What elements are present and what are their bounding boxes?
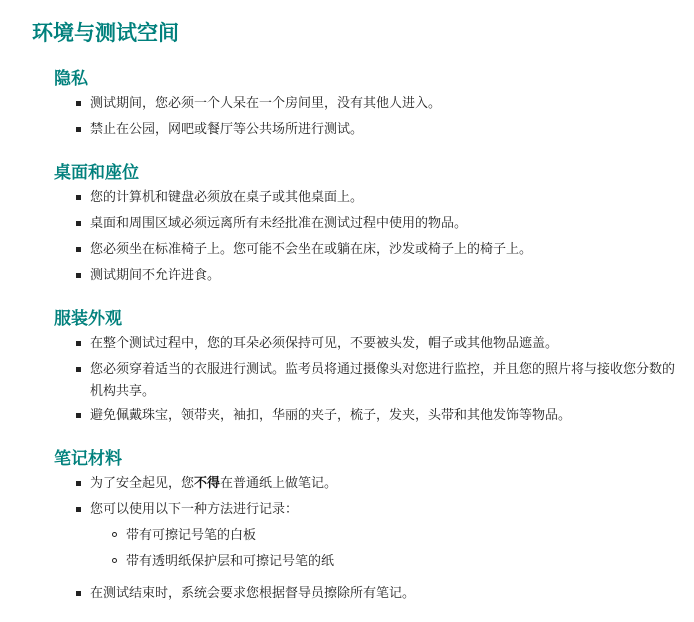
sub-list-item: 带有可擦记号笔的白板 xyxy=(126,525,256,547)
list-item-text: 为了安全起见，您 xyxy=(90,476,195,491)
list-item: 桌面和周围区域必须远离所有未经批准在测试过程中使用的物品。 xyxy=(90,213,467,235)
section-heading-note-materials: 笔记材料 xyxy=(54,449,122,469)
list-item-text: 在普通纸上做笔记。 xyxy=(220,476,338,491)
section-heading-privacy: 隐私 xyxy=(54,69,88,89)
list-item: 您必须坐在标准椅子上。您可能不会坐在或躺在床，沙发或椅子上的椅子上。 xyxy=(90,239,532,261)
list-item: 您必须穿着适当的衣服进行测试。监考员将通过摄像头对您进行监控，并且您的照片将与接收您分数的机构共享。 xyxy=(90,359,675,403)
list-item: 测试期间，您必须一个人呆在一个房间里，没有其他人进入。 xyxy=(90,93,441,115)
emphasis-text: 不得 xyxy=(194,476,221,491)
list-item: 在整个测试过程中，您的耳朵必须保持可见，不要被头发，帽子或其他物品遮盖。 xyxy=(90,333,558,355)
list-item: 禁止在公园，网吧或餐厅等公共场所进行测试。 xyxy=(90,119,363,141)
list-item: 您的计算机和键盘必须放在桌子或其他桌面上。 xyxy=(90,187,363,209)
section-heading-attire: 服装外观 xyxy=(54,309,122,329)
sub-list-item: 带有透明纸保护层和可擦记号笔的纸 xyxy=(126,551,334,573)
page-title: 环境与测试空间 xyxy=(32,21,179,45)
list-item: 在测试结束时，系统会要求您根据督导员擦除所有笔记。 xyxy=(90,583,415,605)
section-heading-desk-and-seat: 桌面和座位 xyxy=(54,163,139,183)
list-item: 测试期间不允许进食。 xyxy=(90,265,220,287)
list-item xyxy=(90,473,337,495)
list-item: 避免佩戴珠宝，领带夹，袖扣，华丽的夹子，梳子，发夹，头带和其他发饰等物品。 xyxy=(90,405,571,427)
list-item: 您可以使用以下一种方法进行记录： xyxy=(90,499,298,521)
